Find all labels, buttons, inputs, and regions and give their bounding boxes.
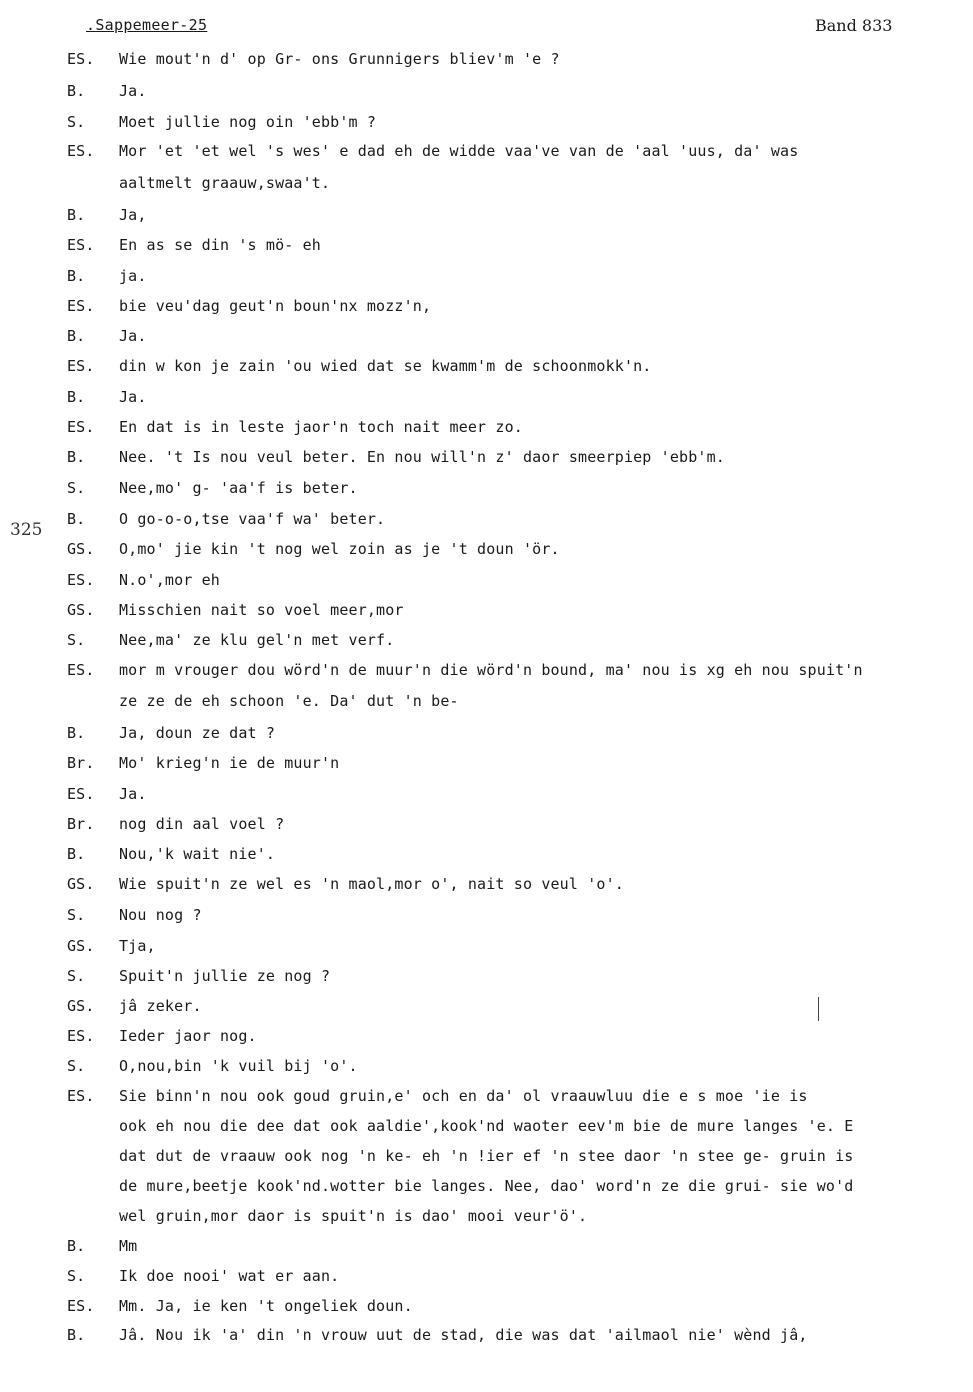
speaker-label: Br.: [67, 815, 95, 833]
utterance-text: Mm. Ja, ie ken 't ongeliek doun.: [119, 1297, 413, 1315]
speaker-label: ES.: [67, 50, 95, 68]
speaker-label: B.: [67, 267, 86, 285]
speaker-label: ES.: [67, 785, 95, 803]
utterance-text: Ja.: [119, 82, 147, 100]
speaker-label: ES.: [67, 236, 95, 254]
utterance-text: bie veu'dag geut'n boun'nx mozz'n,: [119, 297, 432, 315]
utterance-text: En dat is in leste jaor'n toch nait meer zo.: [119, 418, 523, 436]
utterance-text: wel gruin,mor daor is spuit'n is dao' mooi veur'ö'.: [119, 1207, 588, 1225]
speaker-label: S.: [67, 967, 86, 985]
utterance-text: mor m vrouger dou wörd'n de muur'n die wörd'n bound, ma' nou is xg eh nou spuit'n: [119, 661, 863, 679]
speaker-label: GS.: [67, 937, 95, 955]
utterance-text: Nee. 't Is nou veul beter. En nou will'n z' daor smeerpiep 'ebb'm.: [119, 448, 725, 466]
utterance-text: Misschien nait so voel meer,mor: [119, 601, 404, 619]
utterance-text: Nee,ma' ze klu gel'n met verf.: [119, 631, 395, 649]
utterance-text: Nou,'k wait nie'.: [119, 845, 276, 863]
speaker-label: B.: [67, 1326, 86, 1344]
utterance-text: Ja, doun ze dat ?: [119, 724, 276, 742]
speaker-label: B.: [67, 510, 86, 528]
utterance-text: Moet jullie nog oin 'ebb'm ?: [119, 113, 377, 131]
utterance-text: Nou nog ?: [119, 906, 202, 924]
speaker-label: B.: [67, 327, 86, 345]
utterance-text: Wie mout'n d' op Gr- ons Grunnigers bliev'm 'e ?: [119, 50, 560, 68]
speaker-label: GS.: [67, 540, 95, 558]
speaker-label: ES.: [67, 418, 95, 436]
speaker-label: GS.: [67, 875, 95, 893]
utterance-text: din w kon je zain 'ou wied dat se kwamm'm de schoonmokk'n.: [119, 357, 652, 375]
utterance-text: Nee,mo' g- 'aa'f is beter.: [119, 479, 358, 497]
utterance-text: Ieder jaor nog.: [119, 1027, 257, 1045]
tape-number: Band 833: [815, 16, 893, 35]
speaker-label: S.: [67, 1267, 86, 1285]
speaker-label: GS.: [67, 601, 95, 619]
utterance-text: ze ze de eh schoon 'e. Da' dut 'n be-: [119, 692, 459, 710]
utterance-text: Mo' krieg'n ie de muur'n: [119, 754, 340, 772]
utterance-text: N.o',mor eh: [119, 571, 220, 589]
utterance-text: dat dut de vraauw ook nog 'n ke- eh 'n !ier ef 'n stee daor 'n stee ge- gruin is: [119, 1147, 854, 1165]
text-cursor-mark: [818, 997, 819, 1021]
speaker-label: B.: [67, 388, 86, 406]
speaker-label: B.: [67, 845, 86, 863]
speaker-label: S.: [67, 906, 86, 924]
speaker-label: ES.: [67, 1027, 95, 1045]
speaker-label: B.: [67, 1237, 86, 1255]
utterance-text: O,mo' jie kin 't nog wel zoin as je 't doun 'ör.: [119, 540, 560, 558]
speaker-label: GS.: [67, 997, 95, 1015]
speaker-label: ES.: [67, 1087, 95, 1105]
utterance-text: Jâ. Nou ik 'a' din 'n vrouw uut de stad, die was dat 'ailmaol nie' wènd jâ,: [119, 1326, 808, 1344]
speaker-label: ES.: [67, 297, 95, 315]
speaker-label: S.: [67, 631, 86, 649]
utterance-text: ja.: [119, 267, 147, 285]
speaker-label: ES.: [67, 142, 95, 160]
utterance-text: Ja,: [119, 206, 147, 224]
speaker-label: S.: [67, 113, 86, 131]
speaker-label: ES.: [67, 1297, 95, 1315]
speaker-label: B.: [67, 448, 86, 466]
speaker-label: B.: [67, 724, 86, 742]
utterance-text: Spuit'n jullie ze nog ?: [119, 967, 331, 985]
utterance-text: de mure,beetje kook'nd.wotter bie langes. Nee, dao' word'n ze die grui- sie wo'd: [119, 1177, 854, 1195]
utterance-text: En as se din 's mö- eh: [119, 236, 321, 254]
utterance-text: Ik doe nooi' wat er aan.: [119, 1267, 340, 1285]
utterance-text: Mor 'et 'et wel 's wes' e dad eh de widde vaa've van de 'aal 'uus, da' was: [119, 142, 799, 160]
utterance-text: O,nou,bin 'k vuil bij 'o'.: [119, 1057, 358, 1075]
utterance-text: nog din aal voel ?: [119, 815, 285, 833]
speaker-label: Br.: [67, 754, 95, 772]
utterance-text: aaltmelt graauw,swaa't.: [119, 174, 331, 192]
utterance-text: O go-o-o,tse vaa'f wa' beter.: [119, 510, 386, 528]
utterance-text: Mm: [119, 1237, 138, 1255]
speaker-label: B.: [67, 206, 86, 224]
utterance-text: jâ zeker.: [119, 997, 202, 1015]
utterance-text: Ja.: [119, 388, 147, 406]
margin-counter-note: 325: [10, 520, 43, 540]
utterance-text: ook eh nou die dee dat ook aaldie',kook'nd waoter eev'm bie de mure langes 'e. E: [119, 1117, 854, 1135]
utterance-text: Sie binn'n nou ook goud gruin,e' och en da' ol vraauwluu die e s moe 'ie is: [119, 1087, 808, 1105]
utterance-text: Ja.: [119, 327, 147, 345]
speaker-label: S.: [67, 1057, 86, 1075]
utterance-text: Wie spuit'n ze wel es 'n maol,mor o', nait so veul 'o'.: [119, 875, 624, 893]
speaker-label: S.: [67, 479, 86, 497]
utterance-text: Ja.: [119, 785, 147, 803]
speaker-label: ES.: [67, 357, 95, 375]
speaker-label: ES.: [67, 571, 95, 589]
document-id: .Sappemeer-25: [86, 16, 208, 34]
utterance-text: Tja,: [119, 937, 156, 955]
speaker-label: B.: [67, 82, 86, 100]
speaker-label: ES.: [67, 661, 95, 679]
